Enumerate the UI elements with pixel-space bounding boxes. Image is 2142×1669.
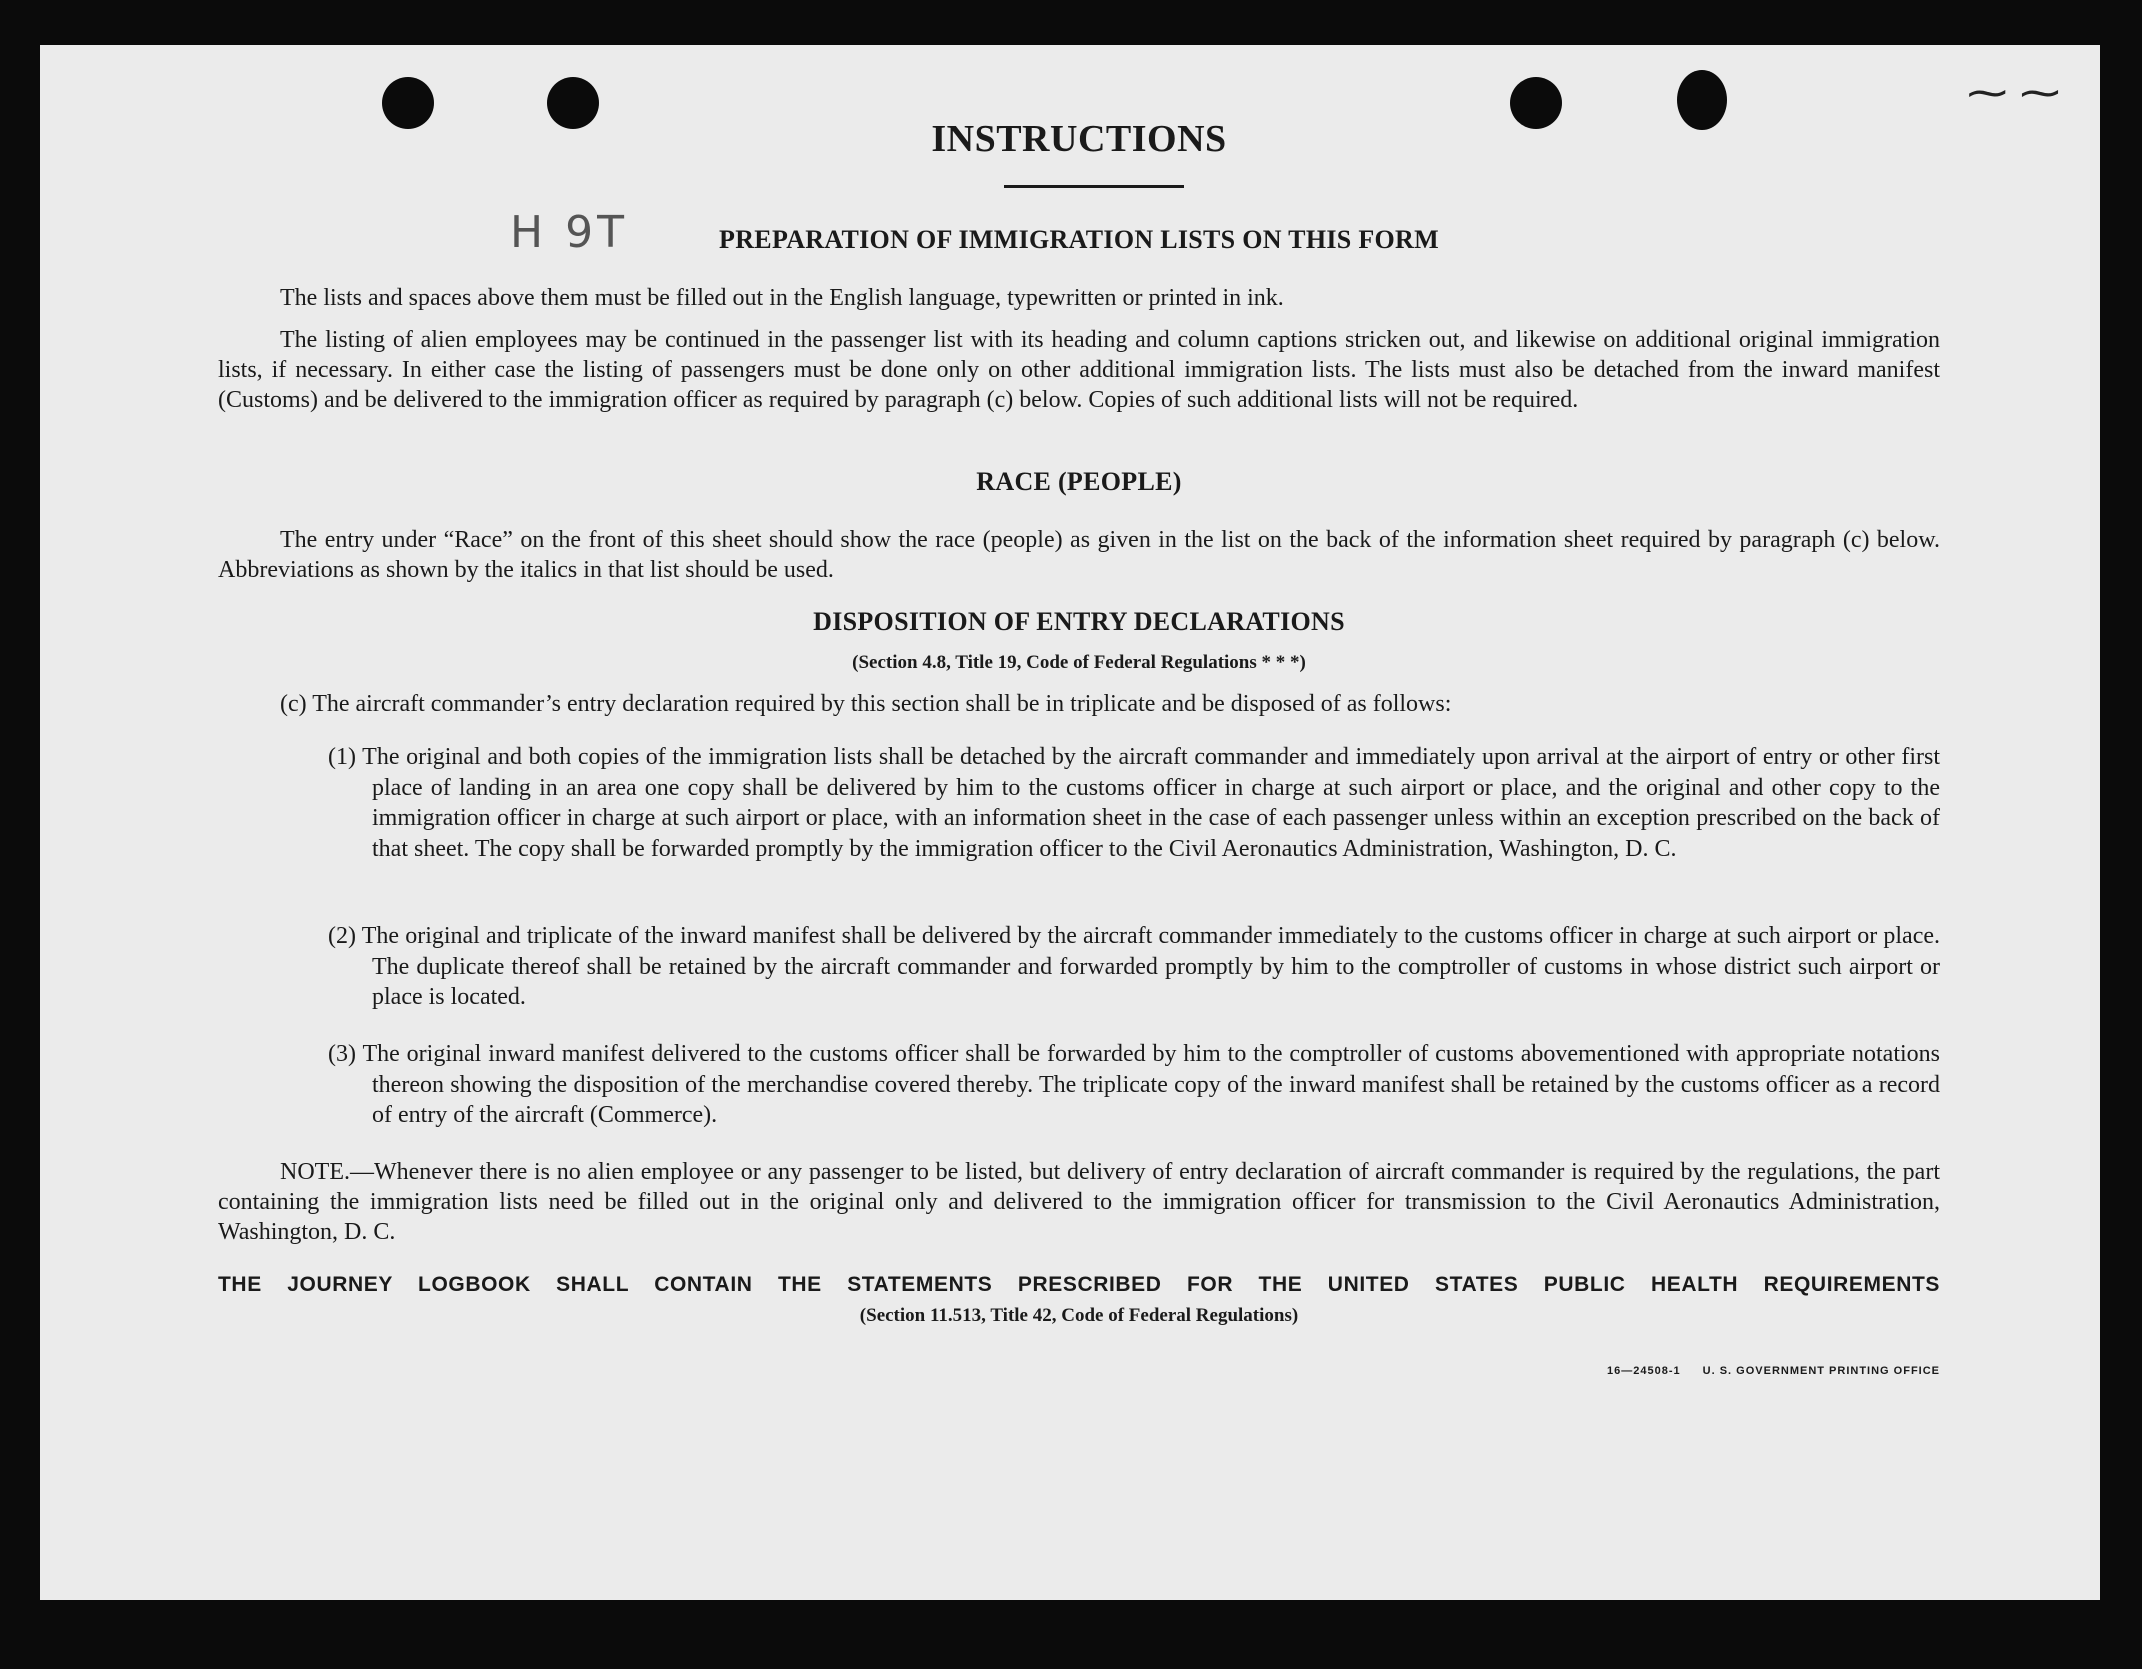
handwritten-mark: H 9T: [510, 207, 628, 258]
form-number: 16—24508-1: [1607, 1365, 1681, 1377]
section-heading-preparation: PREPARATION OF IMMIGRATION LISTS ON THIS FORM: [719, 225, 1439, 254]
print-imprint: [1607, 1365, 1940, 1377]
section-heading-race: RACE (PEOPLE): [976, 467, 1182, 496]
note-paragraph: NOTE.—Whenever there is no alien employee or any passenger to be listed, but delivery of entry declaration of aircraft commander is required by the regulations, the part containing the immigration lists need be filled out in the original only and delivered to the immigration officer for transmission to the Civil Aeronautics Administration, Washington, D. C.: [218, 1159, 1940, 1245]
corner-pen-mark: ⁓ ⁓: [1967, 70, 2060, 116]
section-citation-title19: (Section 4.8, Title 19, Code of Federal Regulations * * *): [852, 652, 1306, 673]
list-item-2: (2) The original and triplicate of the inward manifest shall be delivered by the aircraft commander immediately to the customs officer in charge at such airport or place. The duplicate thereof shall be retained by the aircraft commander and forwarded promptly by him to the comptroller of customs in whose district such airport or place is located.: [328, 923, 1940, 1010]
printer-name: U. S. GOVERNMENT PRINTING OFFICE: [1702, 1365, 1940, 1377]
paragraph-c-intro: (c) The aircraft commander’s entry declaration required by this section shall be in triplicate and be disposed of as follows:: [280, 691, 1452, 717]
paragraph-race-entry: The entry under “Race” on the front of this sheet should show the race (people) as given in the list on the back of the information sheet required by paragraph (c) below. Abbreviations as shown by the italics in that list should be used.: [218, 527, 1940, 583]
section-heading-disposition: DISPOSITION OF ENTRY DECLARATIONS: [813, 607, 1345, 636]
page-title: INSTRUCTIONS: [931, 118, 1227, 160]
logbook-requirement: THE JOURNEY LOGBOOK SHALL CONTAIN THE STATEMENTS PRESCRIBED FOR THE UNITED STATES PUBLIC HEALTH REQUIREMENTS: [218, 1273, 1940, 1296]
list-item-1: (1) The original and both copies of the immigration lists shall be detached by the aircraft commander and immediately upon arrival at the airport of entry or other first place of landing in an area one copy shall be delivered by him to the customs officer in charge at such airport or place, and the original and other copy to the immigration officer in charge at such airport or place, with an information sheet in the case of each passenger unless within an exception prescribed on the back of that sheet. The copy shall be forwarded promptly by the immigration officer to the Civil Aeronautics Administration, Washington, D. C.: [328, 744, 1940, 862]
logbook-citation: (Section 11.513, Title 42, Code of Federal Regulations): [859, 1305, 1299, 1326]
paragraph-english-language: The lists and spaces above them must be filled out in the English language, typewritten or printed in ink.: [280, 285, 1284, 311]
paragraph-alien-employees: The listing of alien employees may be continued in the passenger list with its heading and column captions stricken out, and likewise on additional original immigration lists, if necessary. In either case the listing of passengers must be done only on other additional immigration lists. The lists must also be detached from the inward manifest (Customs) and be delivered to the immigration officer as required by paragraph (c) below. Copies of such additional lists will not be required.: [218, 327, 1940, 413]
document-page: [40, 45, 2100, 1600]
title-underline: [1004, 185, 1184, 188]
list-item-3: (3) The original inward manifest delivered to the customs officer shall be forwarded by him to the comptroller of customs abovementioned with appropriate notations thereon showing the disposition of the merchandise covered thereby. The triplicate copy of the inward manifest shall be retained by the customs officer as a record of entry of the aircraft (Commerce).: [328, 1041, 1940, 1128]
